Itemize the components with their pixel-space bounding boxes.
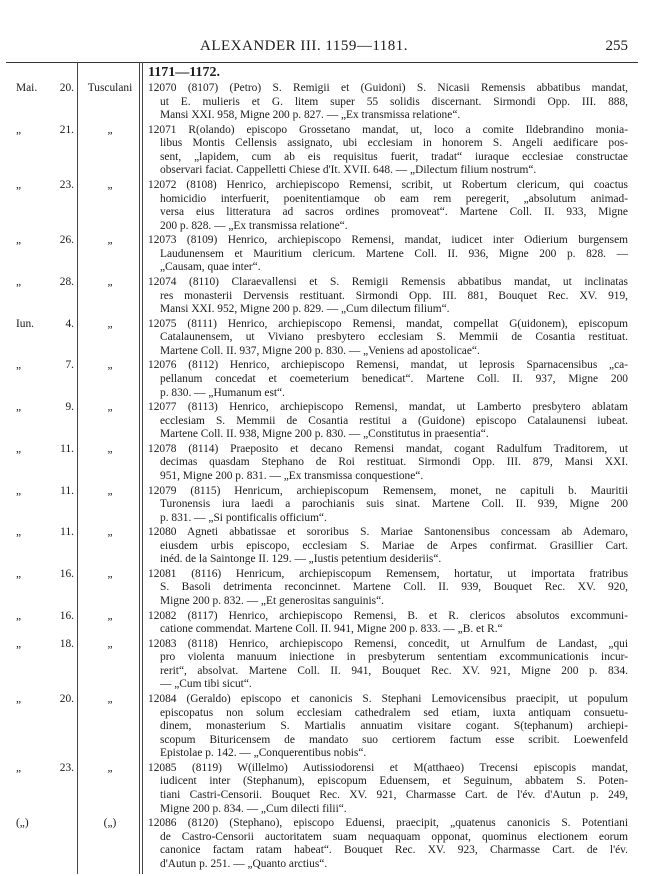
entry-line: 12081 (8116) Henricum, archiepiscopum Remensem, hortatur, ut importata fratribus [148,567,628,580]
entry-date [0,234,74,248]
entry-line: Martene Coll. II. 938, Migne 200 p. 830. — „Constitutus in praesentia“. [160,428,489,441]
entry-day: 11. [60,442,74,455]
entry-text [148,526,628,567]
entry-day: 26. [59,234,74,247]
entry-date [0,82,74,96]
register-entry [0,609,650,636]
entry-place: „ [107,401,113,414]
entry-place: „ [107,442,113,455]
entry-month: Iun. [16,317,35,330]
register-entry [0,234,650,274]
entry-day: 20. [59,82,74,94]
entry-line: 12086 (8120) (Stephano), episcopo Eduensi, praecipit, „quatenus canonicis S. Potentiani [148,817,628,830]
entry-date [0,526,74,540]
register-entry [0,276,650,316]
entry-month: „ [16,526,22,539]
register-entry [0,359,650,399]
entry-place: „ [107,526,113,539]
entry-line: pellanum concedat et coemeterium benedicat“. Martene Coll. II. 937, Migne 200 [160,372,628,385]
entry-text [148,276,628,317]
register-entry [0,637,650,691]
entry-place: „ [107,761,113,774]
page-number: 255 [605,38,628,54]
running-title: ALEXANDER III. 1159—1181. [200,38,409,54]
entry-date [0,485,74,499]
entry-day: 20. [59,693,74,705]
entry-line: ut E. mulieris et G. litem super 55 solidis discernant. Sirmondi Opp. III. 888, [160,95,628,108]
entry-date [0,693,74,707]
entry-line: dinem, monasterium S. Martialis annuatim visitare cogant. S(tephanum) archiepi- [160,720,628,733]
entry-line: 12080 Agneti abbatissae et sororibus S. Mariae Santonensibus concessam ab Ademaro, [148,526,628,539]
entry-text [148,443,628,484]
entry-text [148,762,628,816]
entry-text [148,124,628,178]
entry-month: „ [16,179,22,191]
entry-line: pro violenta manuum iniectione in presbyterum sententiam excommunicationis incur- [160,651,628,664]
running-header [0,38,650,58]
entry-line: scopum Bituricensem de mandato suo certiorem factum esse scribit. Loewenfeld [160,733,628,746]
entry-text [148,638,628,692]
entry-line: sent, „lapidem, cum ab eis requisitus fuerit, tradat“ iuraque ecclesiae constructae [160,150,628,163]
entry-line: tiani Castri-Censorii. Bouquet Rec. XV. 921, Charmasse Cart. de l'év. d'Autun p. 249, [160,789,628,802]
entry-text [148,817,628,871]
entry-day: 16. [59,609,74,622]
entry-line: 12083 (8118) Henrico, archiepiscopo Remensi, concedit, ut Arnulfum de Landast, „qui [148,637,628,650]
entry-month: „ [16,609,22,622]
entry-month: „ [16,761,22,774]
entry-line: 12085 (8119) W(illelmo) Autissiodorensi et M(atthaeo) Trecensi episcopis mandat, [148,761,628,774]
entry-line: Turonensis iura laedi a parochianis suis sinat. Martene Coll. II. 939, Migne 200 [160,498,628,511]
entry-line: versa eius litteratura ad sacros ordines promoveat“. Martene Coll. II. 933, Migne [160,206,628,219]
register-entry [0,123,650,177]
entry-line: homicidio interfuerit, poenitentiamque ob eam rem peregerit, „absolutum animad- [160,192,628,205]
entry-line: 12074 (8110) Claraevallensi et S. Remigii Remensis abbatibus mandat, ut inclinatas [148,276,628,288]
entry-text [148,82,628,123]
entry-line: 12082 (8117) Henrico, archiepiscopo Remensi, B. et R. clericos absolutos excommuni- [148,609,628,622]
register-entry [0,442,650,482]
entry-place: „ [107,359,113,372]
entry-place: „ [107,317,113,330]
entry-month: „ [16,401,22,414]
entry-line: decimas quasdam Stephano de Roi restituat. Sirmondi Opp. III. 879, Mansi XXI. [160,456,628,469]
entry-text [148,610,628,637]
entry-text [148,401,628,442]
entry-place: „ [107,637,113,650]
entry-place: „ [107,179,113,191]
entry-text [148,485,628,526]
entry-month: („) [16,817,29,830]
entry-line: 12079 (8115) Henricum, archiepiscopum Remensem, monet, ne capituli b. Mauritii [148,484,628,497]
entry-day: 28. [59,276,74,288]
entry-text [148,359,628,400]
entry-day: 18. [59,637,74,650]
entry-line: — „Cum tibi sicut“. [160,678,252,691]
entry-month: „ [16,484,22,497]
entry-place: „ [107,567,113,580]
register-entry [0,817,650,870]
entry-line: ecclesiam S. Memmii de Cosantia restitui a (Guidone) episcopo Catalaunensi iubeat. [160,414,628,427]
entry-date [0,276,74,290]
entry-month: „ [16,567,22,580]
entry-text [148,568,628,609]
entry-line: catione commendat. Martene Coll. II. 941, Migne 200 p. 833. — „B. et R.“ [160,623,503,636]
entry-month: „ [16,637,22,650]
entry-month: „ [16,442,22,455]
entry-date [0,817,74,831]
entry-text [148,318,628,359]
entry-line: 12076 (8112) Henrico, archiepiscopo Remensi, mandat, ut leprosis Sparnacensibus „ca- [148,359,628,372]
entry-line: Laudunensem et Mauritium clericum. Martene Coll. II. 936, Migne 200 p. 828. — [160,247,628,260]
entry-line: p. 831. — „Si pontificalis officium“. [160,511,327,524]
entry-line: 12072 (8108) Henrico, archiepiscopo Remensi, scribit, ut Robertum clericum, qui coactus [148,179,628,191]
entry-date [0,443,74,457]
entry-line: Epistolae p. 142. — „Conquerentibus nobis“. [160,747,367,760]
entry-text [148,179,628,233]
entry-line: Migne 200 p. 832. — „Et generositas sanguinis“. [160,595,384,608]
entry-line: observari faciat. Cappelletti Chiese d'It. XVII. 648. — „Dilectum filium nostrum“. [160,164,537,177]
entry-line: 200 p. 828. — „Ex transmissa relatione“. [160,219,348,232]
entry-place: Tusculani [87,82,133,94]
entry-line: de Castro-Censorii auctoritatem suam nequaquam opponat, quominus electionem eorum [160,830,628,843]
entry-line: 12070 (8107) (Petro) S. Remigii et (Guidoni) S. Nicasii Remensis abbatibus mandat, [148,82,628,94]
entry-day: 4. [65,317,74,330]
header-rule [6,62,638,63]
entry-place: „ [107,484,113,497]
entry-line: inéd. de la Saintonge II. 129. — „Iustis petentium desideriis“. [160,553,442,566]
entry-day: 16. [59,567,74,580]
entry-text [148,693,628,761]
register-entry [0,567,650,608]
entry-month: „ [16,693,22,705]
entry-line: Migne 200 p. 834. — „Cum dilecti filii“. [160,802,347,815]
entry-line: rerit“, absolvat. Martene Coll. II. 941, Bouquet Rec. XV. 921, Migne 200 p. 834. [160,664,628,677]
entry-date [0,124,74,138]
entry-line: res monasterii Dervensis restituant. Sirmondi Opp. III. 881, Bouquet Rec. XV. 919, [160,289,628,302]
entry-day: 23. [59,761,74,774]
entry-date [0,762,74,776]
entry-line: episcopatus non solum ecclesiam cathedralem sed etiam, iuxta antiquam consuetu- [160,706,628,719]
entry-place: „ [107,123,113,136]
entry-day: 7. [65,359,74,372]
entry-place: „ [107,234,113,247]
entry-month: Mai. [16,82,38,94]
entry-place: „ [107,609,113,622]
entry-line: iudicent inter (Stephanum), episcopum Eduensem, et Seguinum, abbatem S. Poten- [160,775,628,788]
entry-line: Martene Coll. II. 937, Migne 200 p. 830. — „Veniens ad apostolicae“. [160,344,480,357]
entry-date [0,638,74,652]
entry-line: 951, Migne 200 p. 831. — „Ex transmissa conquestione“. [160,469,424,482]
entry-place: („) [103,817,117,830]
entry-date [0,401,74,415]
entry-line: Mansi XXI. 958, Migne 200 p. 827. — „Ex transmissa relatione“. [160,109,461,122]
entry-line: Catalaunensem, ut Viviano presbytero ecclesiam S. Memmii de Cosantia restituat. [160,331,628,344]
entry-day: 9. [65,401,74,414]
entry-date [0,610,74,624]
register-entry [0,526,650,566]
entry-line: d'Autun p. 251. — „Quanto arctius“. [160,857,328,870]
entry-line: canonice factam ratam habeat“. Bouquet Rec. XV. 923, Charmasse Cart. de l'év. [160,844,628,857]
entry-line: eiusdem urbis episcopo, ecclesiam S. Mariae de Arpes confirmat. Grasillier Cart. [160,539,628,552]
entry-month: „ [16,359,22,372]
entry-day: 23. [59,179,74,191]
entry-line: „Causam, quae inter“. [160,261,261,274]
register-entry [0,401,650,441]
entry-text [148,234,628,275]
entry-day: 11. [60,526,74,539]
entry-date [0,179,74,193]
entry-date [0,359,74,373]
entry-line: p. 830. — „Humanum est“. [160,386,285,399]
entry-line: 12071 R(olando) episcopo Grossetano mandat, ut, loco a comite Ildebrandino monia- [148,123,628,136]
entry-line: 12075 (8111) Henrico, archiepiscopo Remensi, mandat, compellat G(uidonem), episcopum [148,317,628,330]
register-entry [0,761,650,815]
register-entry [0,179,650,232]
entry-line: 12084 (Geraldo) episcopo et canonicis S. Stephani Lemovicensibus praecipit, ut populum [148,693,628,705]
entry-month: „ [16,234,22,247]
entry-line: libus Montis Cellensis assignato, ubi ecclesiam in honorem S. Angeli aedificare pos- [160,137,628,150]
register-entry [0,317,650,357]
year-heading: 1171—1172. [148,65,220,80]
register-entry [0,484,650,524]
register-entry [0,82,650,122]
entry-line: 12077 (8113) Henrico, archiepiscopo Remensi, mandat, ut Lamberto presbytero ablatam [148,401,628,414]
entry-place: „ [107,276,113,288]
entry-place: „ [107,693,113,705]
entry-month: „ [16,276,22,288]
entry-date [0,318,74,332]
entry-line: 12073 (8109) Henrico, archiepiscopo Remensi, mandat, iudicet inter Odierium burgensem [148,234,628,247]
entry-day: 11. [60,484,74,497]
register-entry [0,693,650,760]
entry-line: S. Basoli detrimenta reconcinnet. Martene Coll. II. 939, Bouquet Rec. XV. 920, [160,581,628,594]
entry-line: 12078 (8114) Praeposito et decano Remensi mandat, cogant Radulfum Traditorem, ut [148,442,628,455]
entry-day: 21. [59,123,74,136]
entry-date [0,568,74,582]
entry-month: „ [16,123,22,136]
entry-line: Mansi XXI. 952, Migne 200 p. 829. — „Cum dilectum filium“. [160,303,450,316]
